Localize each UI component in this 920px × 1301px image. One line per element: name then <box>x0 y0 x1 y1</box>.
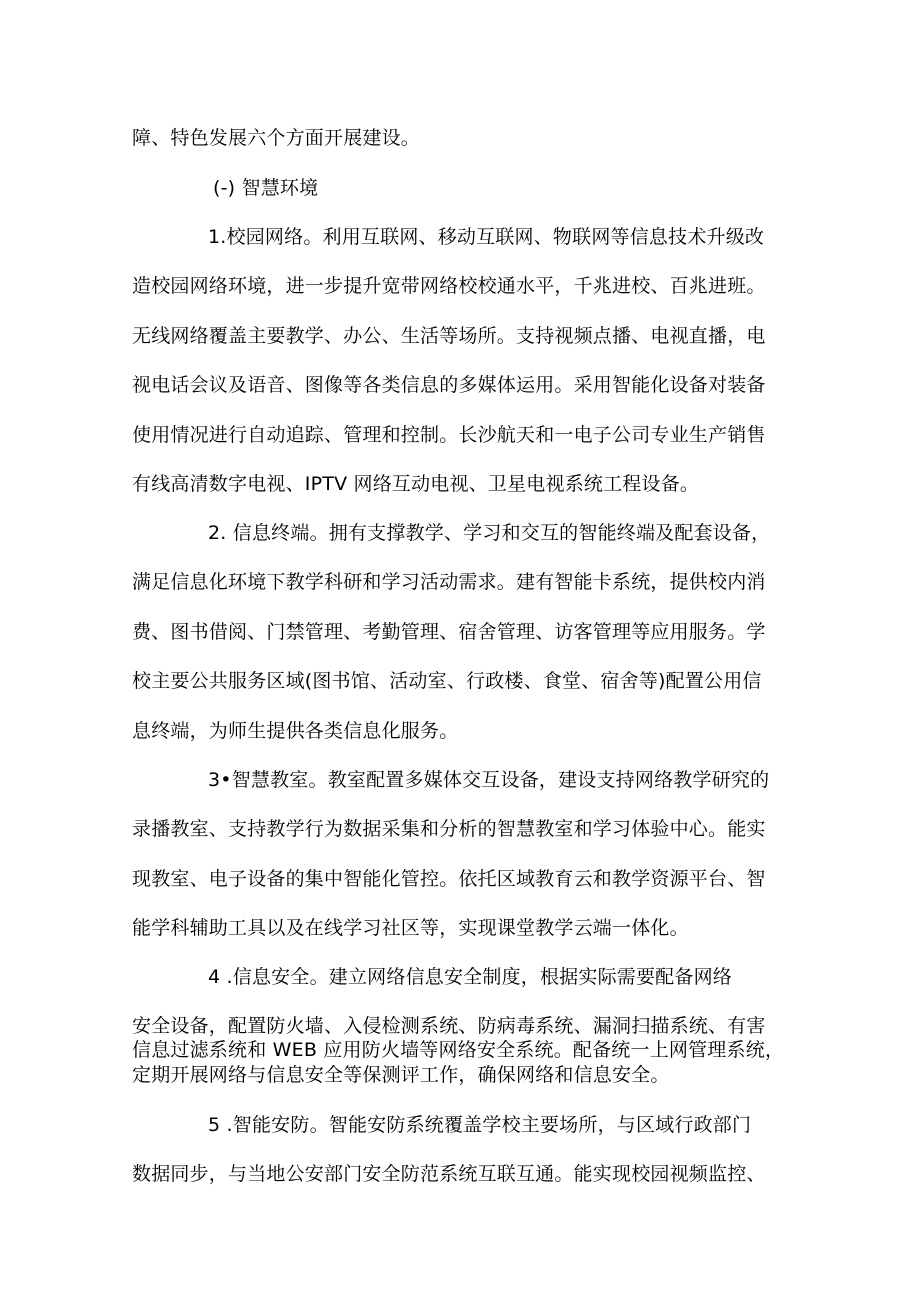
text-line-13: 息终端，为师生提供各类信息化服务。 <box>132 720 459 742</box>
text-line-18: 4 .信息安全。建立网络信息安全制度，根据实际需要配备网络 <box>208 966 732 988</box>
text-line-10: 满足信息化环境下教学科研和学习活动需求。建有智能卡系统，提供校内消 <box>132 571 766 593</box>
section-heading-smart-environment: (-) 智慧环境 <box>213 177 319 199</box>
text-line-23: 数据同步，与当地公安部门安全防范系统互联互通。能实现校园视频监控、 <box>132 1163 766 1185</box>
text-line-4: 造校园网络环境，进一步提升宽带网络校校通水平，千兆进校、百兆进班。 <box>132 275 766 297</box>
text-line-5: 无线网络覆盖主要教学、办公、生活等场所。支持视频点播、电视直播，电 <box>132 325 766 347</box>
text-line-9: 2. 信息终端。拥有支撑教学、学习和交互的智能终端及配套设备， <box>208 522 771 544</box>
text-line-6: 视电话会议及语音、图像等各类信息的多媒体运用。采用智能化设备对装备 <box>132 374 766 396</box>
text-line-14: 3•智慧教室。教室配置多媒体交互设备，建设支持网络教学研究的 <box>208 769 770 791</box>
text-line-19: 安全设备，配置防火墙、入侵检测系统、防病毒系统、漏洞扫描系统、有害 <box>132 1015 766 1037</box>
text-line-17: 能学科辅助工具以及在线学习社区等，实现课堂教学云端一体化。 <box>132 917 689 939</box>
text-line-7: 使用情况进行自动追踪、管理和控制。长沙航天和一电子公司专业生产销售 <box>132 424 766 446</box>
text-line-11: 费、图书借阅、门禁管理、考勤管理、宿舍管理、访客管理等应用服务。学 <box>132 621 766 643</box>
text-line-15: 录播教室、支持教学行为数据采集和分析的智慧教室和学习体验中心。能实 <box>132 818 766 840</box>
text-line-21: 定期开展网络与信息安全等保测评工作，确保网络和信息安全。 <box>132 1064 670 1086</box>
text-line-20: 信息过滤系统和 WEB 应用防火墙等网络安全系统。配备统一上网管理系统， <box>132 1039 785 1061</box>
text-line-16: 现教室、电子设备的集中智能化管控。依托区域教育云和教学资源平台、智 <box>132 868 766 890</box>
text-line-1: 障、特色发展六个方面开展建设。 <box>132 127 421 149</box>
text-line-22: 5 .智能安防。智能安防系统覆盖学校主要场所，与区域行政部门 <box>208 1114 752 1136</box>
text-line-3: 1.校园网络。利用互联网、移动互联网、物联网等信息技术升级改 <box>208 226 765 248</box>
text-line-8: 有线高清数字电视、IPTV 网络互动电视、卫星电视系统工程设备。 <box>132 473 700 495</box>
text-line-12: 校主要公共服务区域(图书馆、活动室、行政楼、食堂、宿舍等)配置公用信 <box>132 670 762 692</box>
